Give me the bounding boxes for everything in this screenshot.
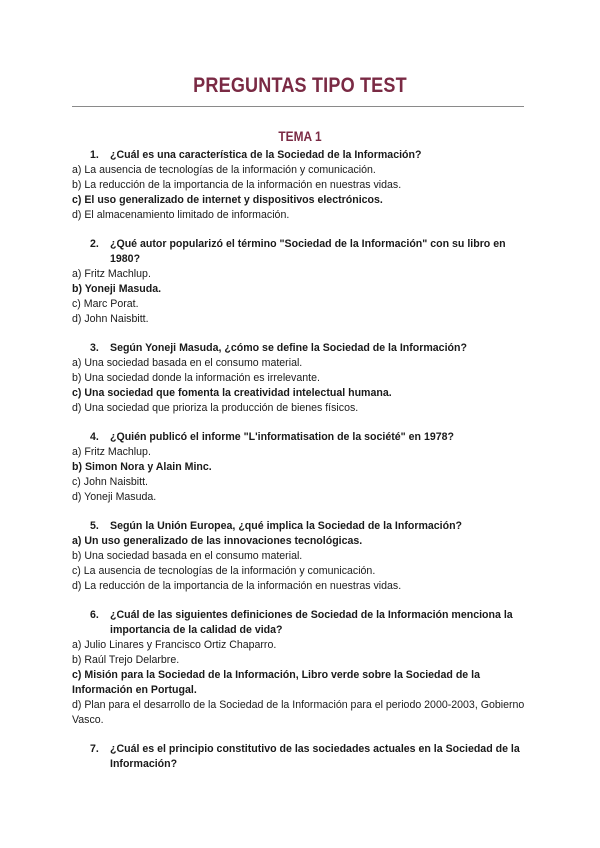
answer-option: b) Una sociedad donde la información es irrelevante. [72,372,320,384]
question-item [72,519,528,594]
question-text: ¿Quién publicó el informe "L'informatisation de la société" en 1978? [110,431,454,443]
answer-option: d) Plan para el desarrollo de la Sociedad de la Información para el periodo 2000-2003, Gobierno Vasco. [72,699,525,726]
question-text: ¿Cuál es una característica de la Sociedad de la Información? [110,149,422,161]
question-spacer [72,505,528,519]
answer-option: a) Fritz Machlup. [72,268,151,280]
answer-option: d) Una sociedad que prioriza la producción de bienes físicos. [72,402,359,414]
question-heading [72,237,528,267]
question-text: ¿Cuál de las siguientes definiciones de Sociedad de la Información menciona la importancia de la calidad de vida? [110,609,513,636]
question-spacer [72,223,528,237]
title-divider [72,106,524,107]
question-heading [72,742,528,772]
question-item [72,148,528,223]
answer-option: b) Una sociedad basada en el consumo material. [72,550,303,562]
question-item [72,742,528,772]
question-item [72,237,528,327]
answer-option: c) Marc Porat. [72,298,139,310]
question-heading [72,519,528,534]
answer-option-correct: c) Misión para la Sociedad de la Información, Libro verde sobre la Sociedad de la Información en Portugal. [72,669,480,696]
answer-option: a) Julio Linares y Francisco Ortiz Chaparro. [72,639,277,651]
question-text: Según Yoneji Masuda, ¿cómo se define la Sociedad de la Información? [110,342,467,354]
answer-option-correct: c) Una sociedad que fomenta la creatividad intelectual humana. [72,387,392,399]
section-title: TEMA 1 [278,129,322,144]
answer-option: d) John Naisbitt. [72,313,149,325]
document-title: PREGUNTAS TIPO TEST [193,74,407,97]
question-number: 1. [90,149,99,161]
answer-option: d) La reducción de la importancia de la información en nuestras vidas. [72,580,402,592]
question-item [72,608,528,728]
question-heading [72,148,528,163]
question-text: ¿Cuál es el principio constitutivo de las sociedades actuales en la Sociedad de la Información? [110,743,520,770]
question-number: 5. [90,520,99,532]
question-heading [72,430,528,445]
question-number: 2. [90,238,99,250]
question-item [72,341,528,416]
answer-option: a) Una sociedad basada en el consumo material. [72,357,303,369]
answer-option-correct: c) El uso generalizado de internet y dispositivos electrónicos. [72,194,383,206]
question-number: 6. [90,609,99,621]
answer-option: a) Fritz Machlup. [72,446,151,458]
question-text: ¿Qué autor popularizó el término "Sociedad de la Información" con su libro en 1980? [110,238,506,265]
question-number: 3. [90,342,99,354]
question-spacer [72,416,528,430]
question-heading [72,608,528,638]
answer-option-correct: b) Simon Nora y Alain Minc. [72,461,212,473]
answer-option: d) El almacenamiento limitado de información. [72,209,290,221]
question-heading [72,341,528,356]
question-number: 7. [90,743,99,755]
answer-option: a) La ausencia de tecnologías de la información y comunicación. [72,164,376,176]
question-spacer [72,327,528,341]
question-item [72,430,528,505]
answer-option-correct: a) Un uso generalizado de las innovaciones tecnológicas. [72,535,363,547]
question-spacer [72,728,528,742]
answer-option-correct: b) Yoneji Masuda. [72,283,162,295]
question-text: Según la Unión Europea, ¿qué implica la Sociedad de la Información? [110,520,463,532]
answer-option: c) La ausencia de tecnologías de la información y comunicación. [72,565,376,577]
answer-option: b) Raúl Trejo Delarbre. [72,654,180,666]
question-spacer [72,594,528,608]
answer-option: d) Yoneji Masuda. [72,491,157,503]
answer-option: c) John Naisbitt. [72,476,148,488]
answer-option: b) La reducción de la importancia de la información en nuestras vidas. [72,179,402,191]
question-number: 4. [90,431,99,443]
question-list [72,148,528,772]
